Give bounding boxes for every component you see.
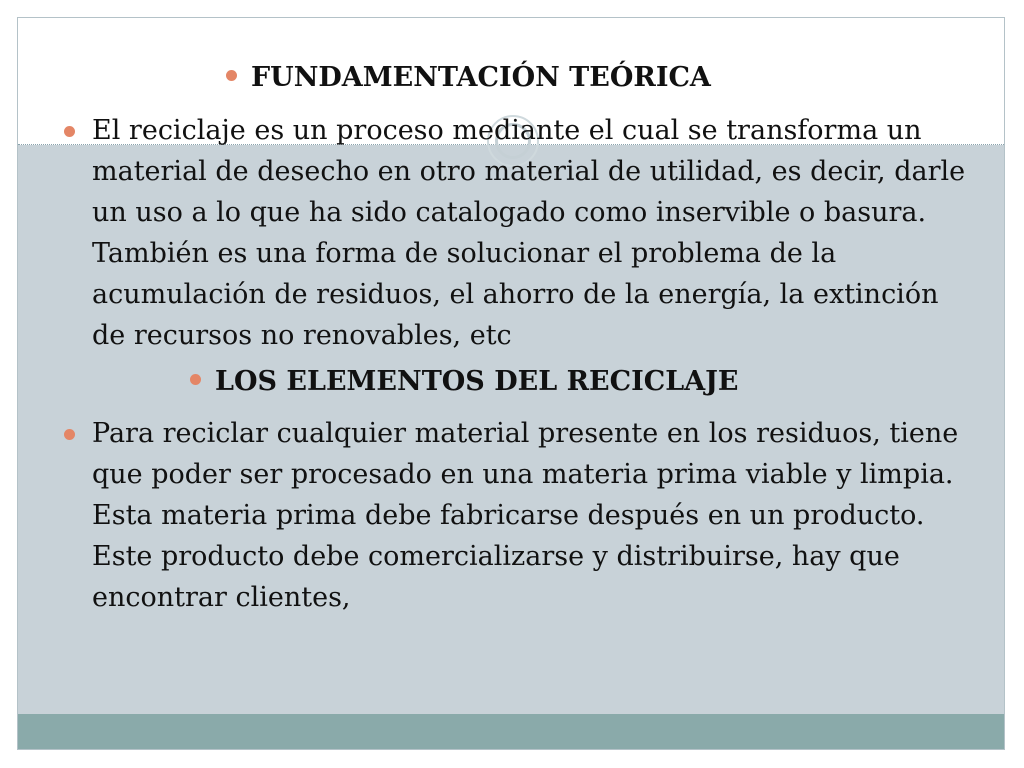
bullet-icon (226, 70, 237, 81)
bullet-icon (64, 429, 75, 440)
heading-elementos (190, 366, 739, 397)
heading-1-text: FUNDAMENTACIÓN TEÓRICA (251, 62, 711, 93)
paragraph-reciclaje: El reciclaje es un proceso mediante el cual se transforma un material de desecho en otro material de utilidad, es decir, darle un uso a lo que ha sido catalogado como inservible o basura. También es una forma de solucionar el problema de la acumulación de residuos, el ahorro de la energía, la extinción de recursos no renovables, etc (92, 115, 966, 351)
heading-2-text: LOS ELEMENTOS DEL RECICLAJE (215, 366, 739, 397)
bullet-icon (64, 126, 75, 137)
heading-fundamentacion (226, 62, 711, 93)
paragraph-elementos: Para reciclar cualquier material presente en los residuos, tiene que poder ser procesado en una materia prima viable y limpia. Esta materia prima debe fabricarse después en un producto. Este producto debe comercializarse y distribuirse, hay que encontrar clientes, (92, 418, 959, 613)
bullet-icon (190, 374, 201, 385)
